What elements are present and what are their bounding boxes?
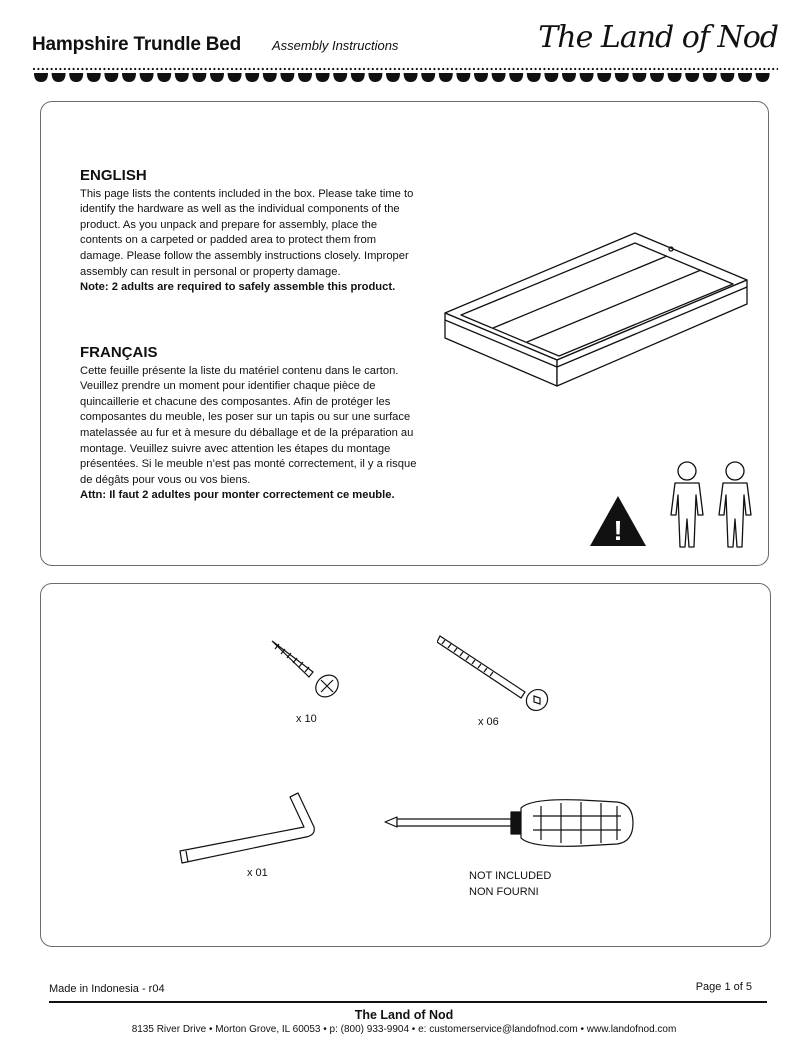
english-heading: ENGLISH bbox=[80, 167, 147, 184]
warning-icon bbox=[588, 494, 648, 548]
hardware-panel bbox=[40, 583, 771, 947]
bolt-quantity: x 06 bbox=[478, 716, 499, 728]
english-note: Note: 2 adults are required to safely assemble this product. bbox=[80, 281, 396, 294]
document-title: Hampshire Trundle Bed bbox=[32, 34, 242, 55]
footer-address: 8135 River Drive • Morton Grove, IL 60053 • p: (800) 933-9904 • e: customerservice@landofnod.com • www.landofnod.com bbox=[131, 1024, 677, 1035]
trundle-tray-illustration bbox=[441, 230, 753, 392]
page-number: Page 1 of 5 bbox=[695, 981, 752, 993]
scalloped-divider bbox=[32, 67, 778, 83]
not-included-label bbox=[469, 869, 551, 900]
french-section bbox=[80, 345, 420, 504]
brand-logo: The Land of Nod bbox=[538, 20, 778, 55]
english-section bbox=[80, 168, 420, 296]
screw-quantity: x 10 bbox=[296, 713, 317, 725]
french-body: Cette feuille présente la liste du matériel contenu dans le carton. Veuillez prendre un moment pour identifier chaque pièce de quincaillerie et chacune des composantes. Afin de protéger les composantes du meuble, les poser sur un tapis ou sur une surface matelassée au fur et à mesure du déballage et de la préparation au montage. Veuillez suivre avec attention les étapes du montage présentées. Si le meuble n’est pas monté correctement, il y a risque de dégâts pour vous ou vos biens. bbox=[80, 364, 417, 486]
header bbox=[32, 20, 778, 66]
person-icon bbox=[671, 462, 703, 547]
document-subtitle: Assembly Instructions bbox=[272, 38, 399, 53]
made-in-label: Made in Indonesia - r04 bbox=[49, 983, 165, 995]
not-included-en: NOT INCLUDED bbox=[469, 870, 552, 882]
not-included-fr: NON FOURNI bbox=[469, 885, 539, 898]
screwdriver-icon bbox=[381, 790, 641, 856]
french-heading: FRANÇAIS bbox=[80, 344, 158, 361]
instructions-panel bbox=[40, 101, 769, 566]
french-note: Attn: Il faut 2 adultes pour monter correctement ce meuble. bbox=[80, 489, 395, 502]
footer-company: The Land of Nod bbox=[354, 1008, 454, 1022]
english-body: This page lists the contents included in the box. Please take time to identify the hardware as well as the individual components of the product. As you unpack and prepare for assembly, place the contents on a carpeted or padded area to protect them from damage. Please follow the assembly instructions closely. Improper assembly can result in personal or property damage. bbox=[80, 187, 414, 278]
bolt-icon bbox=[437, 632, 559, 714]
two-adults-icon bbox=[665, 457, 763, 551]
wood-screw-icon bbox=[269, 636, 349, 698]
person-icon bbox=[719, 462, 751, 547]
warning-symbol: ! bbox=[613, 515, 623, 546]
allen-key-quantity: x 01 bbox=[247, 867, 268, 879]
footer-divider bbox=[49, 1001, 767, 1003]
allen-key-icon bbox=[176, 789, 326, 869]
